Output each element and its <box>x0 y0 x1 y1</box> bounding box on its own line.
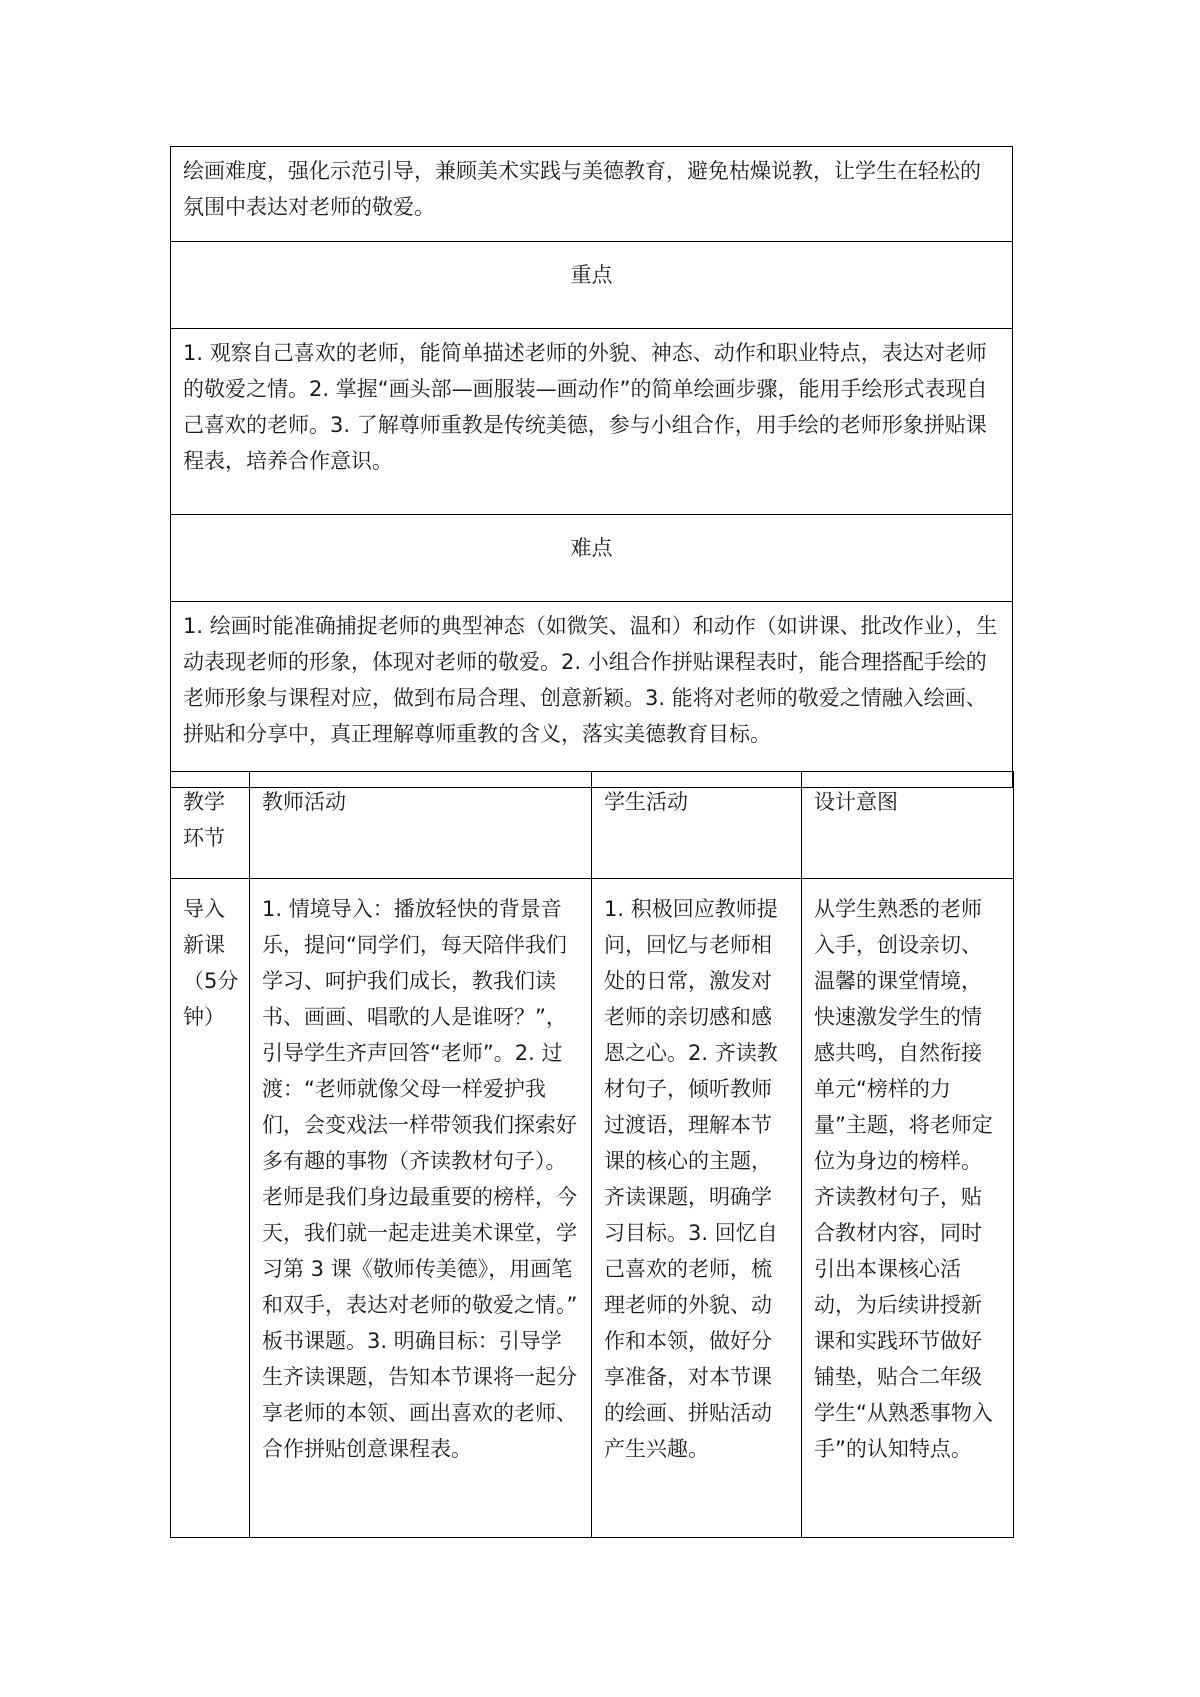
key-points-text: 1. 观察自己喜欢的老师，能简单描述老师的外貌、神态、动作和职业特点，表达对老师的敬爱之情。2. 掌握“画头部—画服装—画动作”的简单绘画步骤，能用手绘形式表现自己喜欢的老师。3. 了解尊师重教是传统美德，参与小组合作，用手绘的老师形象拼贴课程表，培养合作意识。 <box>183 341 988 473</box>
table-header-row <box>171 772 1014 879</box>
stage-cell: 导入新课（5分钟） <box>171 879 250 1538</box>
continued-text: 绘画难度，强化示范引导，兼顾美术实践与美德教育，避免枯燥说教，让学生在轻松的氛围中表达对老师的敬爱。 <box>183 159 981 219</box>
difficulties-heading: 难点 <box>570 536 613 560</box>
lesson-plan-table <box>170 771 1014 1538</box>
difficulties-heading-cell <box>171 515 1013 602</box>
student-activity-cell: 1. 积极回应教师提问，回忆与老师相处的日常，激发对老师的亲切感和感恩之心。2. 齐读教材句子，倾听教师过渡语，理解本节课的核心的主题，齐读课题，明确学习目标。3. 回忆自己喜欢的老师，梳理老师的外貌、动作和本领，做好分享准备，对本节课的绘画、拼贴活动产生兴趣。 <box>592 879 802 1538</box>
key-points-heading-cell <box>171 242 1013 329</box>
teacher-activity-cell: 1. 情境导入：播放轻快的背景音乐，提问“同学们，每天陪伴我们学习、呵护我们成长，教我们读书、画画、唱歌的人是谁呀？”，引导学生齐声回答“老师”。2. 过渡：“老师就像父母一样爱护我们，会变戏法一样带领我们探索好多有趣的事物（齐读教材句子）。老师是我们身边最重要的榜样，今天，我们就一起走进美术课堂，学习第 3 课《敬师传美德》，用画笔和双手，表达对老师的敬爱之情。” 板书课题。3. 明确目标：引导学生齐读课题，告知本节课将一起分享老师的本领、画出喜欢的老师、合作拼贴创意课程表。 <box>250 879 592 1538</box>
continued-text-cell <box>171 147 1013 242</box>
key-points-cell <box>171 329 1013 515</box>
table-row <box>171 879 1014 1538</box>
header-design-intent: 设计意图 <box>802 772 1014 879</box>
header-student-activity: 学生活动 <box>592 772 802 879</box>
difficulties-text: 1. 绘画时能准确捕捉老师的典型神态（如微笑、温和）和动作（如讲课、批改作业），生动表现老师的形象，体现对老师的敬爱。2. 小组合作拼贴课程表时，能合理搭配手绘的老师形象与课程对应，做到布局合理、创意新颖。3. 能将对老师的敬爱之情融入绘画、拼贴和分享中，真正理解尊师重教的含义，落实美德教育目标。 <box>183 614 998 746</box>
header-teacher-activity: 教师活动 <box>250 772 592 879</box>
key-points-heading: 重点 <box>570 263 613 287</box>
header-stage: 教学环节 <box>171 772 250 879</box>
objectives-table <box>170 146 1013 788</box>
design-intent-cell: 从学生熟悉的老师入手，创设亲切、温馨的课堂情境，快速激发学生的情感共鸣，自然衔接单元“榜样的力量”主题，将老师定位为身边的榜样。齐读教材句子，贴合教材内容，同时引出本课核心活动，为后续讲授新课和实践环节做好铺垫，贴合二年级学生“从熟悉事物入手”的认知特点。 <box>802 879 1014 1538</box>
difficulties-cell <box>171 602 1013 788</box>
